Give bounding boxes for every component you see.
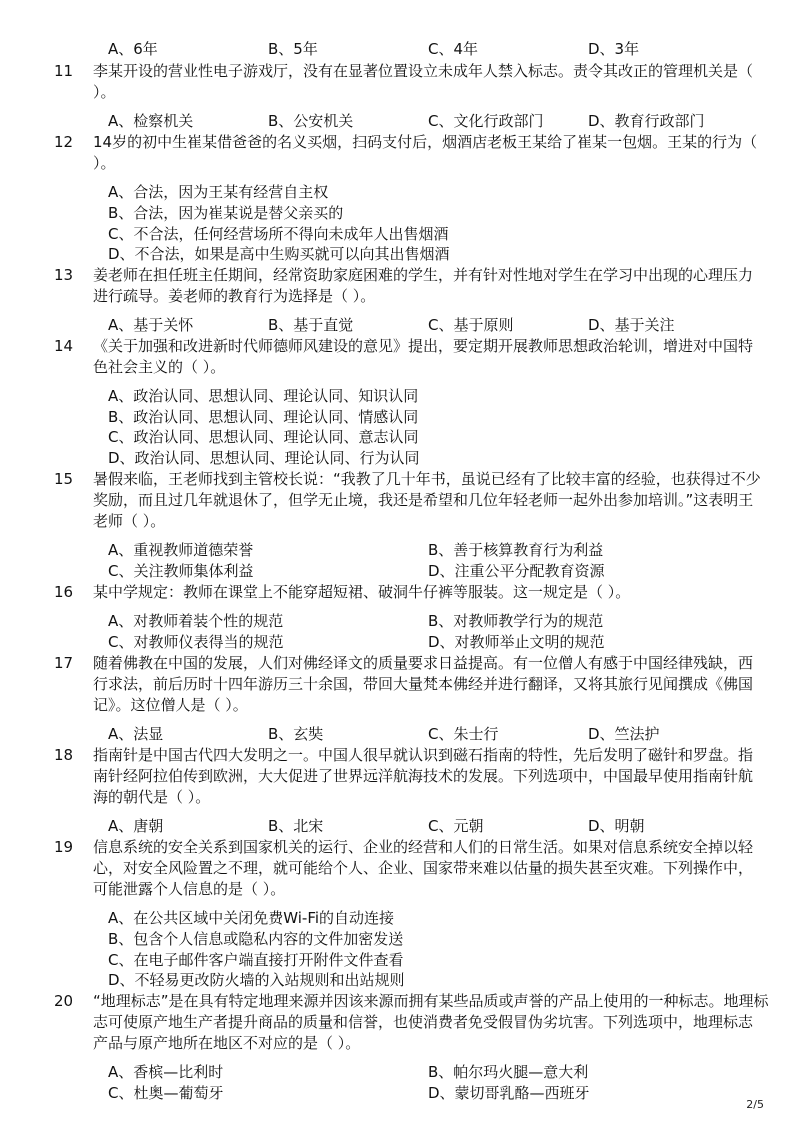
question-text: 姜老师在担任班主任期间，经常资助家庭困难的学生，并有针对性地对学生在学习中出现的心理压力	[93, 266, 754, 284]
option-a: A、政治认同、思想认同、理论认同、知识认同	[108, 387, 419, 405]
option-d: D、不合法，如果是高中生购买就可以向其出售烟酒	[108, 245, 450, 263]
question-text: 色社会主义的（ ）。	[93, 358, 226, 376]
option-d: D、教育行政部门	[588, 112, 705, 130]
option-d: D、竺法护	[588, 725, 660, 743]
option-a: A、法显	[108, 725, 164, 743]
option-a: A、检察机关	[108, 112, 194, 130]
option-b: B、北宋	[268, 817, 324, 835]
option-c: C、文化行政部门	[428, 112, 544, 130]
option-a: A、唐朝	[108, 817, 164, 835]
option-c: C、不合法，任何经营场所不得向未成年人出售烟酒	[108, 225, 449, 243]
question-text: 可能泄露个人信息的是（ ）。	[93, 880, 286, 898]
option-a: A、重视教师道德荣誉	[108, 541, 254, 559]
question-text: 14岁的初中生崔某借爸爸的名义买烟，扫码支付后，烟酒店老板王某给了崔某一包烟。王某的行为（	[93, 133, 758, 151]
option-c: C、对教师仪表得当的规范	[108, 633, 284, 651]
option-b: B、基于直觉	[268, 316, 354, 334]
option-a: A、基于关怀	[108, 316, 194, 334]
option-b: B、包含个人信息或隐私内容的文件加密发送	[108, 930, 404, 948]
question-number: 16	[54, 583, 74, 601]
question-text: 海的朝代是（ ）。	[93, 788, 211, 806]
question-number: 14	[54, 337, 74, 355]
option-c: C、在电子邮件客户端直接打开附件文件查看	[108, 951, 404, 969]
question-text: 李某开设的营业性电子游戏厅，没有在显著位置设立未成年人禁入标志。责令其改正的管理机关是（	[93, 62, 754, 80]
option-a: A、合法，因为王某有经营自主权	[108, 183, 329, 201]
option-b: B、合法，因为崔某说是替父亲买的	[108, 204, 344, 222]
option-d: D、蒙切哥乳酪—西班牙	[428, 1084, 590, 1102]
question-text: 老师（ ）。	[93, 512, 166, 530]
option-d: D、基于关注	[588, 316, 675, 334]
question-text: 随着佛教在中国的发展，人们对佛经译文的质量要求日益提高。有一位僧人有感于中国经律残缺，西	[93, 654, 754, 672]
question-text: 奖励，而且过几年就退休了，但学无止境，我还是希望和几位年轻老师一起外出参加培训。”这表明王	[93, 491, 754, 509]
option-a: A、6年	[108, 40, 158, 58]
question-text: 心，对安全风险置之不理，就可能给个人、企业、国家带来难以估量的损失甚至灾难。下列操作中，	[93, 859, 754, 877]
option-b: B、5年	[268, 40, 318, 58]
option-b: B、善于核算教育行为利益	[428, 541, 604, 559]
option-a: A、在公共区域中关闭免费Wi-Fi的自动连接	[108, 909, 395, 927]
option-b: B、公安机关	[268, 112, 354, 130]
question-number: 17	[54, 654, 74, 672]
question-text: 产品与原产地所在地区不对应的是（ ）。	[93, 1034, 361, 1052]
option-d: D、明朝	[588, 817, 645, 835]
question-text: 志可使原产地生产者提升商品的质量和信誉，也使消费者免受假冒伪劣坑害。下列选项中，地理标志	[93, 1013, 754, 1031]
option-d: D、对教师举止文明的规范	[428, 633, 605, 651]
question-text: 暑假来临，王老师找到主管校长说：“我教了几十年书，虽说已经有了比较丰富的经验，也获得过不少	[93, 470, 761, 488]
option-b: B、政治认同、思想认同、理论认同、情感认同	[108, 408, 419, 426]
option-d: D、政治认同、思想认同、理论认同、行为认同	[108, 449, 420, 467]
question-text: 信息系统的安全关系到国家机关的运行、企业的经营和人们的日常生活。如果对信息系统安全掉以轻	[93, 838, 754, 856]
question-number: 13	[54, 266, 74, 284]
option-c: C、朱士行	[428, 725, 499, 743]
option-b: B、玄奘	[268, 725, 324, 743]
question-number: 11	[54, 62, 74, 80]
option-a: A、对教师着装个性的规范	[108, 612, 284, 630]
option-c: C、关注教师集体利益	[108, 562, 254, 580]
page-number: 2/5	[746, 1098, 764, 1111]
question-number: 18	[54, 746, 74, 764]
option-c: C、杜奥—葡萄牙	[108, 1084, 224, 1102]
option-a: A、香槟—比利时	[108, 1063, 224, 1081]
question-number: 15	[54, 470, 74, 488]
question-number: 20	[54, 992, 74, 1010]
option-c: C、4年	[428, 40, 479, 58]
question-text: 《关于加强和改进新时代师德师风建设的意见》提出，要定期开展教师思想政治轮训，增进对中国特	[93, 337, 754, 355]
question-text: 指南针是中国古代四大发明之一。中国人很早就认识到磁石指南的特性，先后发明了磁针和罗盘。指	[93, 746, 754, 764]
option-b: B、对教师教学行为的规范	[428, 612, 604, 630]
question-text: 进行疏导。姜老师的教育行为选择是（ ）。	[93, 287, 376, 305]
option-c: C、元朝	[428, 817, 484, 835]
question-text: “地理标志”是在具有特定地理来源并因该来源而拥有某些品质或声誉的产品上使用的一种标志。地理标	[93, 992, 769, 1010]
question-number: 19	[54, 838, 74, 856]
option-d: D、注重公平分配教育资源	[428, 562, 605, 580]
question-text: 南针经阿拉伯传到欧洲，大大促进了世界远洋航海技术的发展。下列选项中，中国最早使用指南针航	[93, 767, 754, 785]
option-d: D、不轻易更改防火墙的入站规则和出站规则	[108, 971, 405, 989]
question-number: 12	[54, 133, 74, 151]
question-text: ）。	[93, 154, 116, 172]
option-c: C、基于原则	[428, 316, 514, 334]
question-text: ）。	[93, 83, 116, 101]
option-b: B、帕尔玛火腿—意大利	[428, 1063, 589, 1081]
option-d: D、3年	[588, 40, 640, 58]
question-text: 记》。这位僧人是（ ）。	[93, 696, 248, 714]
option-c: C、政治认同、思想认同、理论认同、意志认同	[108, 428, 419, 446]
question-text: 某中学规定：教师在课堂上不能穿超短裙、破洞牛仔裤等服装。这一规定是（ ）。	[93, 583, 631, 601]
question-text: 行求法，前后历时十四年游历三十余国，带回大量梵本佛经并进行翻译，又将其旅行见闻撰成《佛国	[93, 675, 754, 693]
